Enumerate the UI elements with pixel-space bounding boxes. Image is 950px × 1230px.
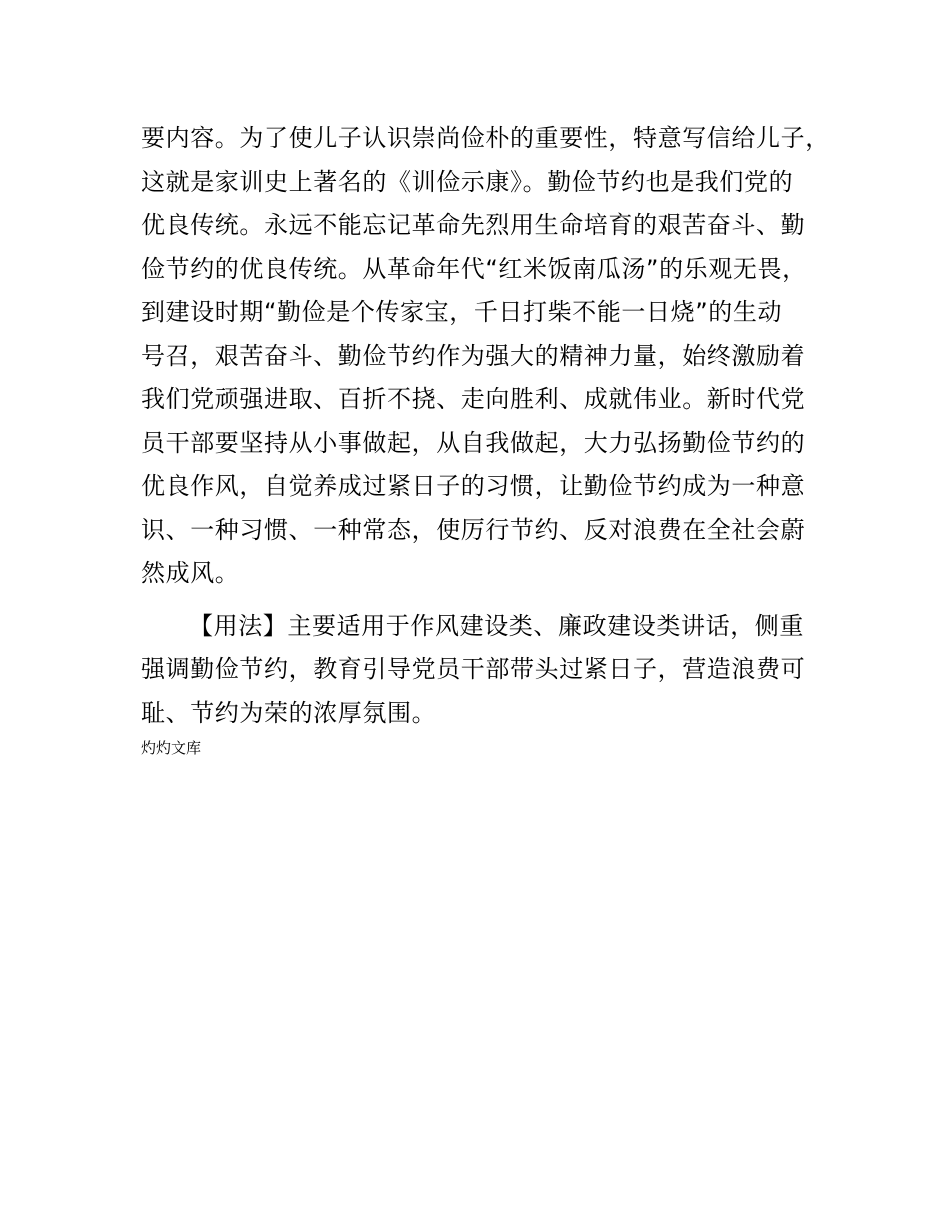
usage-paragraph-line: 耻、节约为荣的浓厚氛围。 (141, 699, 437, 727)
paragraph-line: 优良作风，自觉养成过紧日子的习惯，让勤俭节约成为一种意 (141, 472, 806, 500)
paragraph-line: 要内容。为了使儿子认识崇尚俭朴的重要性，特意写信给儿子， (141, 124, 830, 152)
paragraph-line: 我们党顽强进取、百折不挠、走向胜利、成就伟业。新时代党 (141, 385, 806, 413)
paragraph-line: 号召，艰苦奋斗、勤俭节约作为强大的精神力量，始终激励着 (141, 342, 806, 370)
paragraph-line: 俭节约的优良传统。从革命年代“红米饭南瓜汤”的乐观无畏， (141, 255, 807, 283)
paragraph-line: 员干部要坚持从小事做起，从自我做起，大力弘扬勤俭节约的 (141, 429, 806, 457)
paragraph-line: 然成风。 (141, 559, 240, 587)
usage-paragraph-line: 强调勤俭节约，教育引导党员干部带头过紧日子，营造浪费可 (141, 655, 806, 683)
paragraph-line: 这就是家训史上著名的《训俭示康》。勤俭节约也是我们党的 (141, 168, 794, 196)
usage-paragraph-line: 【用法】主要适用于作风建设类、廉政建设类讲话，侧重 (189, 612, 804, 640)
paragraph-line: 到建设时期“勤俭是个传家宝，千日打柴不能一日烧”的生动 (141, 298, 783, 326)
paragraph-line: 优良传统。永远不能忘记革命先烈用生命培育的艰苦奋斗、勤 (141, 211, 806, 239)
source-watermark: 灼灼文库 (141, 739, 202, 757)
paragraph-line: 识、一种习惯、一种常态，使厉行节约、反对浪费在全社会蔚 (141, 516, 806, 544)
